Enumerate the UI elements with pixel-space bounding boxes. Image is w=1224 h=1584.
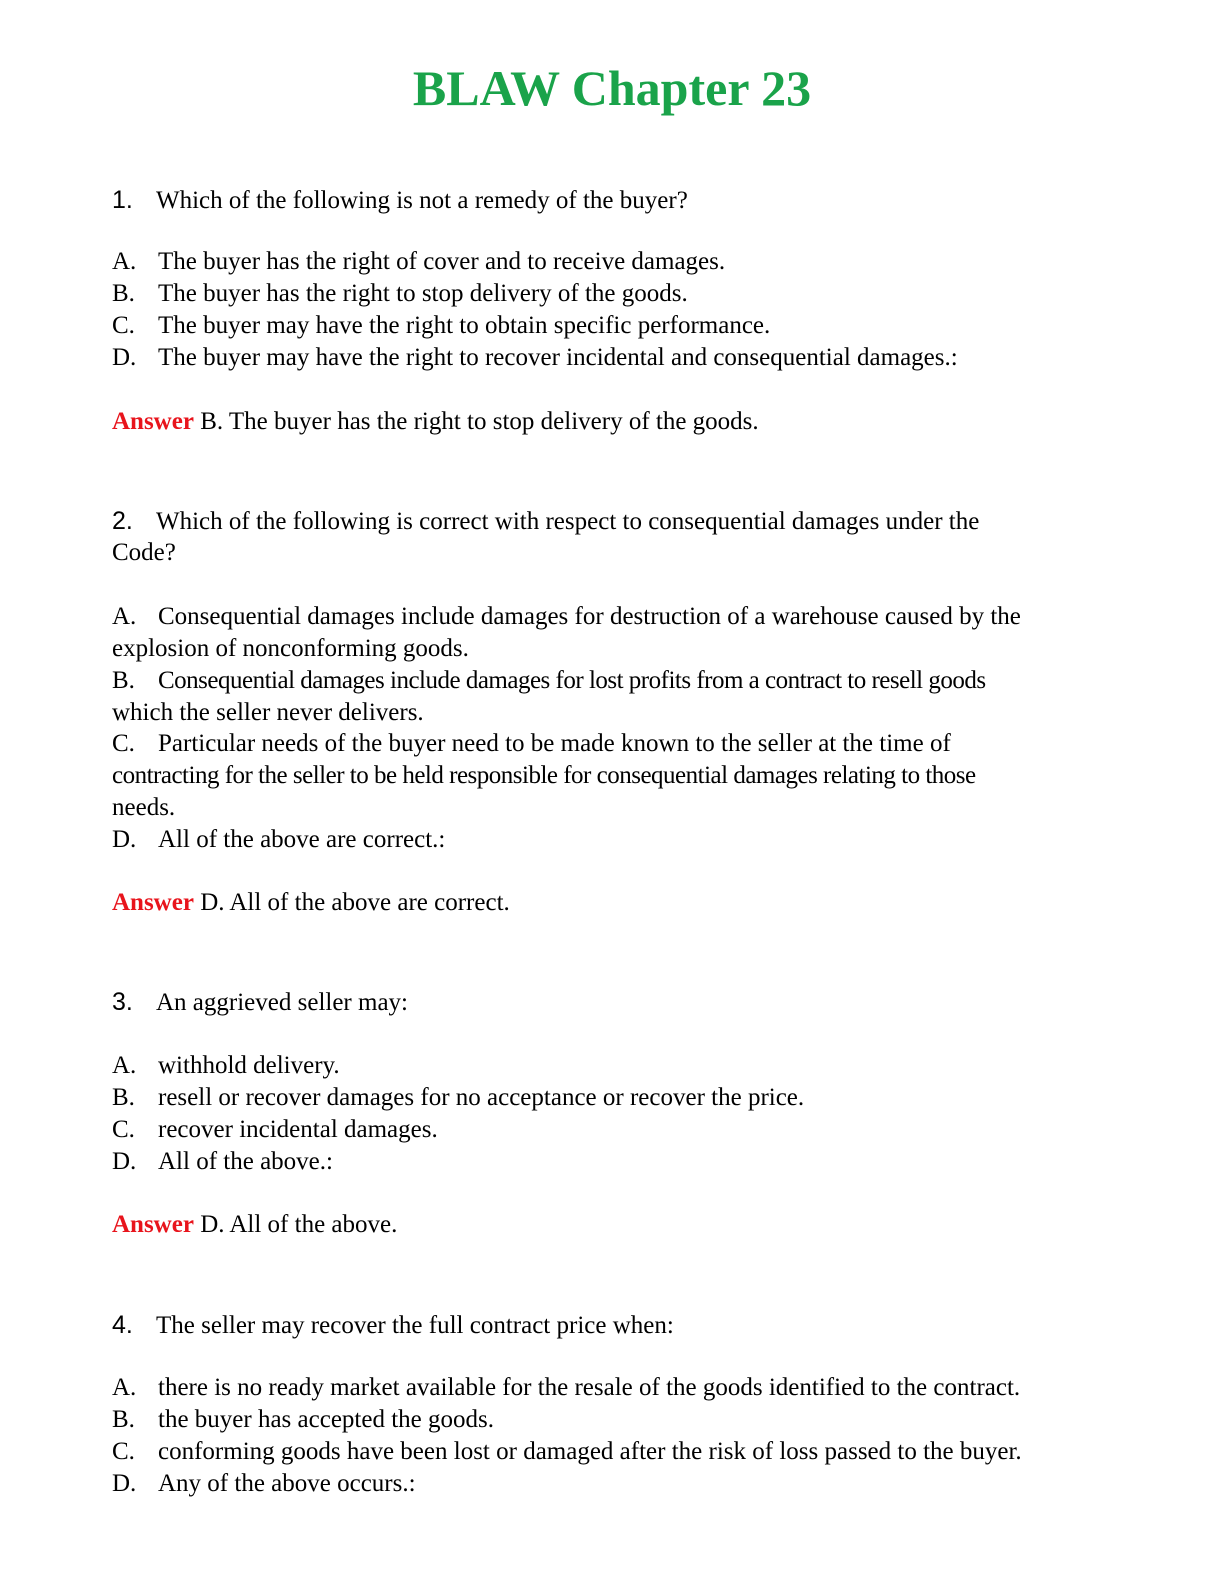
option-4b [112, 1404, 1112, 1436]
option-2b-continued [112, 697, 1112, 729]
option-text: recover incidental damages. [158, 1116, 438, 1143]
question-number: 2. [112, 507, 133, 535]
answer-3 [112, 1209, 1112, 1241]
option-letter: D. [112, 1148, 137, 1175]
option-text: withhold delivery. [158, 1052, 340, 1079]
option-text: All of the above.: [158, 1148, 333, 1175]
option-2c-continued-2 [112, 792, 1112, 824]
question-text: An aggrieved seller may: [156, 989, 408, 1016]
answer-1 [112, 406, 1112, 438]
option-text: conforming goods have been lost or damaged after the risk of loss passed to the buyer. [158, 1438, 1022, 1465]
option-letter: A. [112, 1052, 137, 1079]
question-1 [112, 184, 1112, 217]
question-text: The seller may recover the full contract price when: [156, 1312, 674, 1339]
option-text: Consequential damages include damages for lost profits from a contract to resell goods [158, 667, 986, 694]
answer-text: B. The buyer has the right to stop delivery of the goods. [200, 408, 759, 435]
option-letter: B. [112, 667, 135, 694]
question-number: 1. [112, 186, 133, 214]
page-title: BLAW Chapter 23 [412, 60, 812, 116]
answer-label: Answer [112, 408, 194, 435]
option-text: needs. [112, 794, 176, 821]
option-text: there is no ready market available for the resale of the goods identified to the contract. [158, 1374, 1021, 1401]
answer-text: D. All of the above. [200, 1211, 398, 1238]
option-text: The buyer has the right to stop delivery of the goods. [158, 280, 688, 307]
question-text: Which of the following is not a remedy of the buyer? [156, 187, 688, 214]
option-3b [112, 1082, 1112, 1114]
option-text: The buyer may have the right to recover incidental and consequential damages.: [158, 344, 958, 371]
option-letter: D. [112, 1470, 137, 1497]
question-text: Which of the following is correct with respect to consequential damages under the [156, 508, 980, 535]
option-1d [112, 342, 1112, 374]
option-3d [112, 1146, 1112, 1178]
option-3a [112, 1050, 1112, 1082]
option-text: Any of the above occurs.: [158, 1470, 416, 1497]
option-letter: C. [112, 1438, 135, 1465]
question-text: Code? [112, 539, 176, 566]
option-2c [112, 728, 1112, 760]
option-letter: B. [112, 1084, 135, 1111]
option-text: which the seller never delivers. [112, 699, 424, 726]
option-letter: D. [112, 826, 137, 853]
option-text: All of the above are correct.: [158, 826, 446, 853]
option-3c [112, 1114, 1112, 1146]
option-2a [112, 601, 1112, 633]
option-letter: A. [112, 1374, 137, 1401]
option-text: Particular needs of the buyer need to be made known to the seller at the time of [158, 730, 951, 757]
option-text: Consequential damages include damages for destruction of a warehouse caused by the [158, 603, 1021, 630]
option-1c [112, 310, 1112, 342]
option-letter: A. [112, 248, 137, 275]
answer-label: Answer [112, 1211, 194, 1238]
option-1a [112, 246, 1112, 278]
option-letter: C. [112, 312, 135, 339]
option-2b [112, 665, 1112, 697]
question-number: 4. [112, 1311, 133, 1339]
option-text: explosion of nonconforming goods. [112, 635, 469, 662]
option-4c [112, 1436, 1112, 1468]
answer-2 [112, 887, 1112, 919]
answer-text: D. All of the above are correct. [200, 889, 510, 916]
question-3 [112, 986, 1112, 1019]
option-letter: A. [112, 603, 137, 630]
option-letter: C. [112, 1116, 135, 1143]
option-letter: C. [112, 730, 135, 757]
option-text: The buyer has the right of cover and to receive damages. [158, 248, 726, 275]
question-4 [112, 1309, 1112, 1342]
option-letter: B. [112, 1406, 135, 1433]
option-letter: B. [112, 280, 135, 307]
question-2-continued [112, 537, 1112, 569]
option-text: contracting for the seller to be held responsible for consequential damages relating to those [112, 762, 976, 789]
option-text: the buyer has accepted the goods. [158, 1406, 494, 1433]
question-number: 3. [112, 988, 133, 1016]
option-4a [112, 1372, 1112, 1404]
option-text: The buyer may have the right to obtain specific performance. [158, 312, 771, 339]
option-1b [112, 278, 1112, 310]
option-2d [112, 824, 1112, 856]
option-4d [112, 1468, 1112, 1500]
option-2c-continued [112, 760, 1112, 792]
question-2 [112, 505, 1112, 538]
option-text: resell or recover damages for no acceptance or recover the price. [158, 1084, 805, 1111]
option-letter: D. [112, 344, 137, 371]
option-2a-continued [112, 633, 1112, 665]
answer-label: Answer [112, 889, 194, 916]
